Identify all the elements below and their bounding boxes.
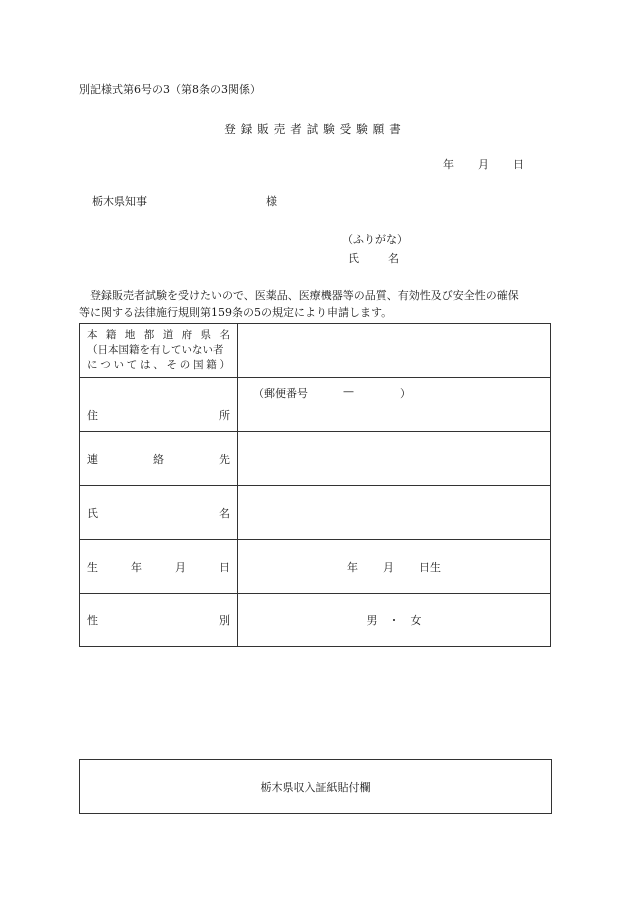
- date-month: 月: [478, 158, 489, 171]
- addressee: 栃木県知事: [92, 195, 147, 208]
- revenue-stamp-label: 栃木県収入証紙貼付欄: [260, 780, 371, 794]
- name-row-label-char: 氏: [87, 506, 98, 520]
- birthdate-value-part: 日生: [419, 560, 441, 574]
- gender-label-char: 性: [87, 614, 98, 627]
- address-label-char: 住: [87, 408, 98, 422]
- address-field[interactable]: [238, 378, 551, 432]
- domicile-label-line-2: （日本国籍を有していない者: [87, 344, 224, 356]
- domicile-line1-char: 地: [124, 329, 136, 341]
- applicant-name-label: [348, 250, 399, 266]
- birthdate-label-char: 生: [87, 560, 98, 574]
- statement-line-2: 等に関する法律施行規則第159条の5の規定により申請します。: [79, 306, 393, 319]
- domicile-label-line-3: [87, 358, 230, 373]
- domicile-line3-char: 国: [193, 359, 204, 371]
- gender-label-char: 別: [219, 614, 230, 627]
- form-number: 別記様式第6号の3（第8条の3関係）: [79, 83, 261, 96]
- domicile-label-line-1: [87, 328, 230, 343]
- application-statement: [79, 287, 554, 321]
- contact-label-char: 絡: [153, 452, 164, 466]
- birthdate-field[interactable]: [238, 540, 551, 594]
- postal-close: ）: [400, 387, 411, 400]
- domicile-line1-char: 府: [181, 329, 193, 341]
- name-row-label-char: 名: [219, 506, 230, 520]
- statement-line-1: 登録販売者試験を受けたいので、医薬品、医療機器等の品質、有効性及び安全性の確保: [90, 289, 519, 302]
- domicile-line1-char: 籍: [105, 329, 117, 341]
- revenue-stamp-box: [79, 759, 552, 814]
- name-field[interactable]: [238, 486, 551, 540]
- name-row-label: [80, 486, 238, 540]
- contact-label-char: 連: [87, 452, 98, 466]
- date-day: 日: [513, 158, 524, 171]
- postal-dash: —: [343, 385, 354, 398]
- domicile-line3-char: い: [113, 359, 124, 371]
- form-title: 登録販売者試験受験願書: [224, 122, 406, 136]
- postal-label: （郵便番号: [253, 387, 308, 400]
- birthdate-label-char: 日: [219, 560, 230, 574]
- contact-field[interactable]: [238, 432, 551, 486]
- domicile-field[interactable]: [238, 324, 551, 378]
- domicile-label: [80, 324, 238, 378]
- honorific: 様: [266, 195, 277, 208]
- birthdate-label-char: 年: [131, 560, 142, 574]
- domicile-line3-char: そ: [166, 359, 177, 371]
- date-year: 年: [443, 158, 454, 171]
- birthdate-value-part: 年: [347, 560, 358, 574]
- gender-options: 男 ・ 女: [366, 614, 422, 627]
- domicile-line1-char: 名: [219, 329, 230, 341]
- domicile-line1-char: 県: [200, 329, 212, 341]
- domicile-line1-char: 道: [162, 329, 174, 341]
- domicile-line3-char: て: [126, 359, 138, 371]
- birthdate-label-char: 月: [175, 560, 186, 574]
- name-char-2: 名: [388, 252, 399, 265]
- birthdate-label: [80, 540, 238, 594]
- domicile-line3-char: 籍: [206, 359, 217, 371]
- contact-label: [80, 432, 238, 486]
- address-label: [80, 378, 238, 432]
- gender-label: [80, 594, 238, 647]
- domicile-line1-char: 本: [87, 329, 98, 341]
- domicile-line3-char: の: [179, 359, 191, 371]
- application-table: [79, 323, 551, 647]
- domicile-line3-char: つ: [100, 359, 111, 371]
- name-char-1: 氏: [348, 252, 359, 265]
- birthdate-value-part: 月: [383, 560, 394, 574]
- address-label-char: 所: [219, 408, 230, 422]
- domicile-line1-char: 都: [143, 329, 155, 341]
- domicile-line3-char: ）: [219, 359, 230, 371]
- domicile-line3-char: は: [140, 359, 151, 371]
- gender-field[interactable]: [238, 594, 551, 647]
- domicile-line3-char: 、: [153, 359, 164, 371]
- postal-code: [253, 385, 411, 401]
- contact-label-char: 先: [219, 452, 230, 466]
- domicile-line3-char: に: [87, 359, 98, 371]
- furigana-label: （ふりがな）: [342, 233, 408, 246]
